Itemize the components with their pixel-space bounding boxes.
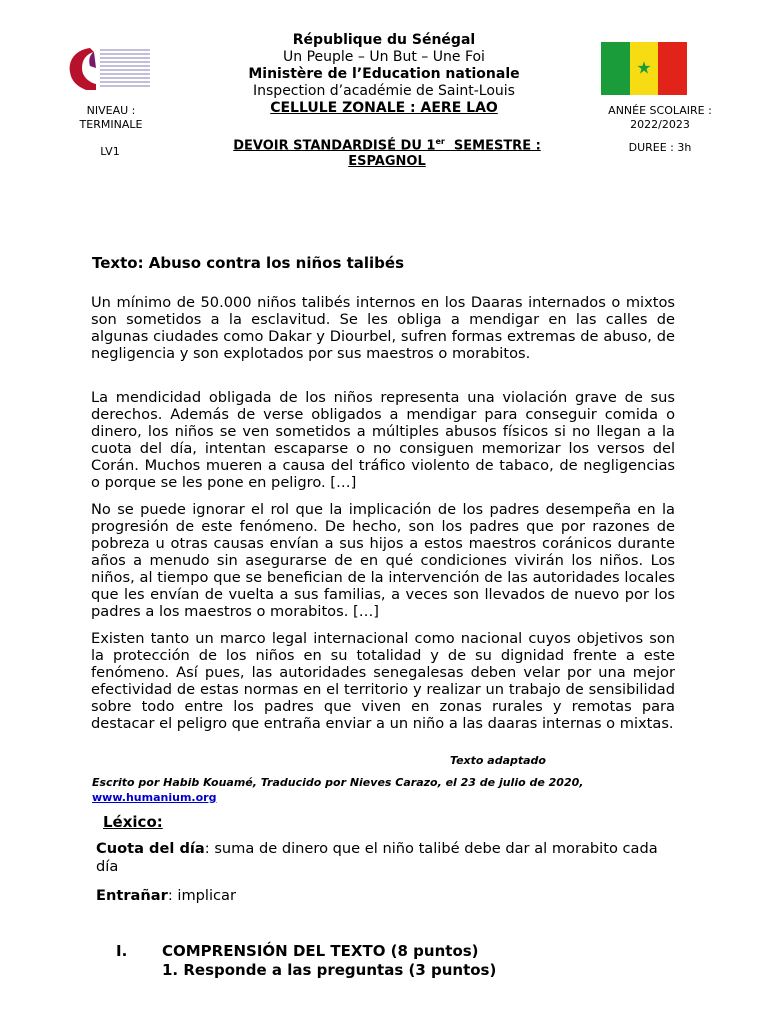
exam-title-rest: SEMESTRE : xyxy=(444,138,541,154)
duree-info: DUREE : 3h xyxy=(628,141,692,154)
national-motto: Un Peuple – Un But – Une Foi xyxy=(283,49,485,65)
lexico-term: Cuota del día xyxy=(96,840,205,857)
texto-adaptado: Texto adaptado xyxy=(450,754,546,767)
inspection-name: Inspection d’académie de Saint-Louis xyxy=(253,83,515,99)
source-credit xyxy=(92,775,652,805)
exam-title-sup: er xyxy=(435,137,445,146)
section-title: COMPRENSIÓN DEL TEXTO (8 puntos) xyxy=(162,942,479,960)
niveau-value: TERMINALE xyxy=(79,118,143,131)
paragraph-1: Un mínimo de 50.000 niños talibés internos en los Daaras internados o mixtos son sometidos a la esclavitud. Se les obliga a mendigar en las calles de algunas ciudades como Dakar y Diourbel, sufren formas extremas de abuso, de negligencia y son explotados por sus maestros o morabitos. xyxy=(91,294,675,362)
niveau-info xyxy=(68,104,154,132)
section-number: I. xyxy=(116,942,128,960)
paragraph-3: No se puede ignorar el rol que la implicación de los padres desempeña en la progresión de este fenómeno. De hecho, son los padres que por razones de pobreza u otras causas envían a sus hijos a estos maestros coránicos durante años a menudo sin asegurarse de en qué condiciones vivirán los niños. Los niños, al tiempo que se benefician de la intervención de las autoridades locales que les envían de vuelta a sus familias, a veces son llevados de nuevo por los padres a los maestros o morabitos. […] xyxy=(91,501,675,620)
exam-subject: ESPAGNOL xyxy=(348,154,426,170)
text-title: Texto: Abuso contra los niños talibés xyxy=(92,254,405,272)
source-link[interactable]: www.humanium.org xyxy=(92,791,217,804)
lexico-item xyxy=(96,887,236,904)
republic-title: République du Sénégal xyxy=(292,32,476,48)
exam-title-main: DEVOIR STANDARDISÉ DU 1 xyxy=(233,138,436,154)
exam-title xyxy=(210,134,564,170)
lexico-term: Entrañar xyxy=(96,887,168,904)
paragraph-2: La mendicidad obligada de los niños representa una violación grave de sus derechos. Además de verse obligados a mendigar para conseguir comida o dinero, los niños se ven sometidos a múltiples abusos físicos si no llegan a la cuota del día, intentan escaparse o no consiguen memorizar los versos del Corán. Muchos mueren a causa del tráfico violento de tabaco, de negligencias o porque se les pone en peligro. […] xyxy=(91,389,675,491)
section-subtitle: 1. Responde a las preguntas (3 puntos) xyxy=(162,961,497,979)
niveau-label: NIVEAU : xyxy=(86,104,136,117)
annee-value: 2022/2023 xyxy=(630,118,690,131)
paragraph-4: Existen tanto un marco legal internacional como nacional cuyos objetivos son la protección de los niños en su totalidad y de su dignidad frente a este fenómeno. Así pues, las autoridades senegalesas deben velar por una mejor efectividad de estas normas en el territorio y realizar un trabajo de sensibilidad sobre todo entre los padres que viven en zonas rurales y remotas para destacar el peligro que entraña enviar a un niño a las daaras internas o mixtas. xyxy=(91,630,675,732)
source-text: Escrito por Habib Kouamé, Traducido por Nieves Carazo, el 23 de julio de 2020, xyxy=(92,776,584,789)
lexico-definition: : implicar xyxy=(167,887,236,904)
ministry-name: Ministère de l’Education nationale xyxy=(248,66,520,82)
annee-label: ANNÉE SCOLAIRE : xyxy=(608,104,712,117)
lexico-definition: : suma de dinero que el niño talibé debe dar al morabito cada día xyxy=(96,840,658,875)
annee-info xyxy=(588,104,732,132)
cellule-name: CELLULE ZONALE : AERE LAO xyxy=(270,100,498,116)
lexico-item xyxy=(96,840,666,876)
lexico-heading: Léxico: xyxy=(103,813,163,831)
senegal-flag xyxy=(601,42,687,95)
lv-info: LV1 xyxy=(100,145,120,158)
star-icon: ★ xyxy=(636,58,652,78)
